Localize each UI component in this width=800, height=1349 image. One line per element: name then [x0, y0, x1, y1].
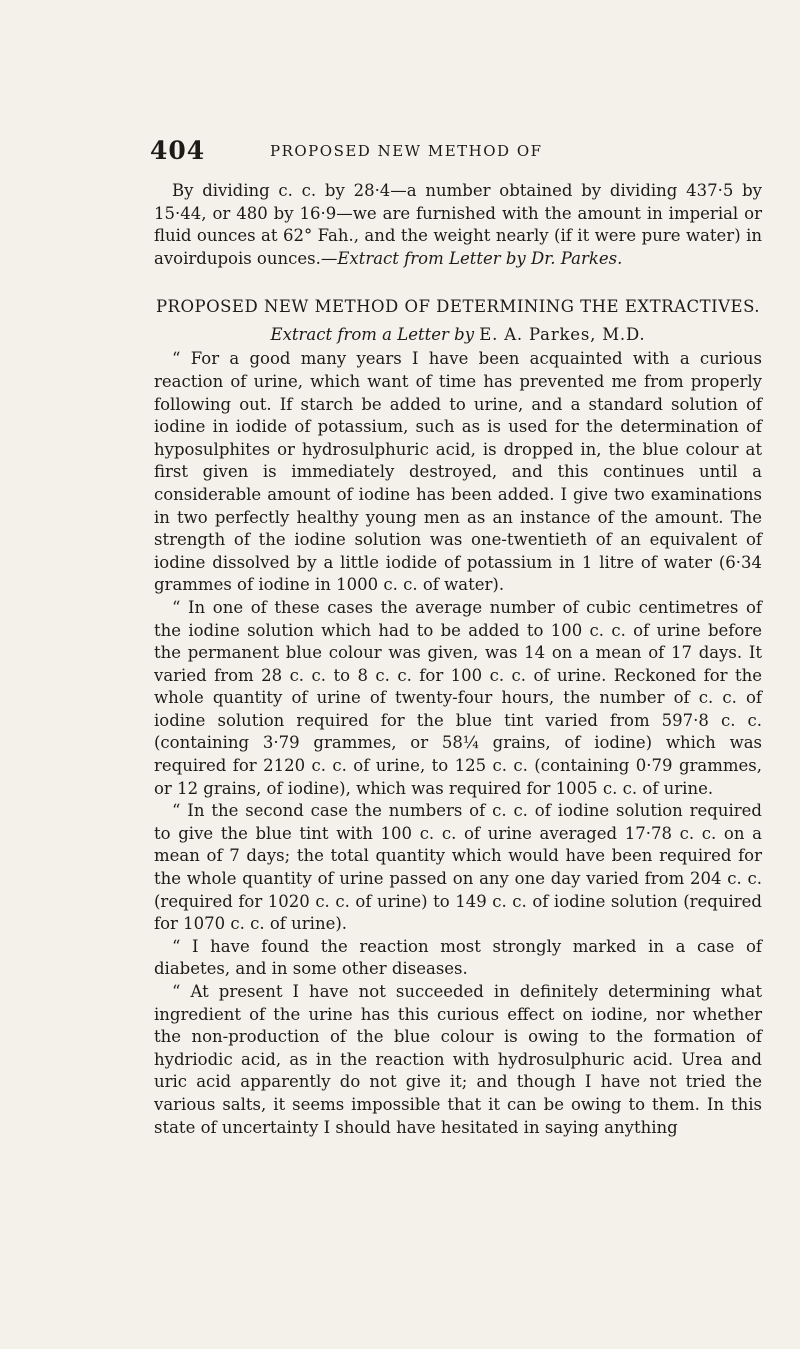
intro-text: By dividing c. c. by 28·4—a number obtained by dividing 437·5 by 15·44, or 480 by 16·9—we are furnished with the amount in imperial or fluid ounces at 62° Fah., and the weight nearly (if it were pure water) in avoirdupois ounces.— [154, 181, 762, 268]
byline-prefix: Extract from a Letter by [270, 325, 475, 345]
intro-paragraph [154, 180, 762, 270]
intro-source: Extract from Letter by Dr. Parkes. [337, 248, 623, 268]
section-heading: PROPOSED NEW METHOD OF DETERMINING THE EXTRACTIVES. [155, 297, 761, 317]
body-text [154, 180, 762, 1139]
paragraph-3: “ In the second case the numbers of c. c. of iodine solution required to give the blue tint with 100 c. c. of urine averaged 17·78 c. c. on a mean of 7 days; the total quantity which would have been required for the whole quantity of urine passed on any one day varied from 204 c. c. (required for 1020 c. c. of urine) to 149 c. c. of iodine solution (required for 1070 c. c. of urine). [154, 801, 762, 934]
paragraph-5: “ At present I have not succeeded in definitely determining what ingredient of the urine has this curious effect on iodine, nor whether the non-production of the blue colour is owing to the formation of hydriodic acid, as in the reaction with hydrosulphuric acid. Urea and uric acid apparently do not give it; and though I have not tried the various salts, it seems impossible that it can be owing to them. In this state of uncertainty I should have hesitated in saying anything [154, 982, 762, 1137]
running-head-title: PROPOSED NEW METHOD OF [270, 142, 543, 160]
paragraph-1: “ For a good many years I have been acquainted with a curious reaction of urine, which want of time has prevented me from properly following out. If starch be added to urine, and a standard solution of iodine in iodide of potassium, such as is used for the determination of hyposulphites or hydrosulphuric acid, is dropped in, the blue colour at first given is immediately destroyed, and this continues until a considerable amount of iodine has been added. I give two examinations in two perfectly healthy young men as an instance of the amount. The strength of the iodine solution was one-twentieth of an equivalent of iodine dissolved by a little iodide of potassium in 1 litre of water (6·34 grammes of iodine in 1000 c. c. of water). [154, 349, 762, 595]
paragraph-2: “ In one of these cases the average number of cubic centimetres of the iodine solution which had to be added to 100 c. c. of urine before the permanent blue colour was given, was 14 on a mean of 17 days. It varied from 28 c. c. to 8 c. c. for 100 c. c. of urine. Reckoned for the whole quantity of urine of twenty-four hours, the number of c. c. of iodine solution required for the blue tint varied from 597·8 c. c. (containing 3·79 grammes, or 58¼ grains, of iodine) which was required for 2120 c. c. of urine, to 125 c. c. (containing 0·79 grammes, or 12 grains, of iodine), which was required for 1005 c. c. of urine. [154, 597, 762, 798]
paragraph-4: “ I have found the reaction most strongly marked in a case of diabetes, and in some other diseases. [154, 936, 762, 979]
page-number: 404 [150, 136, 206, 165]
byline-author: E. A. Parkes, M.D. [479, 325, 646, 345]
byline [154, 323, 762, 346]
running-head [150, 136, 750, 166]
